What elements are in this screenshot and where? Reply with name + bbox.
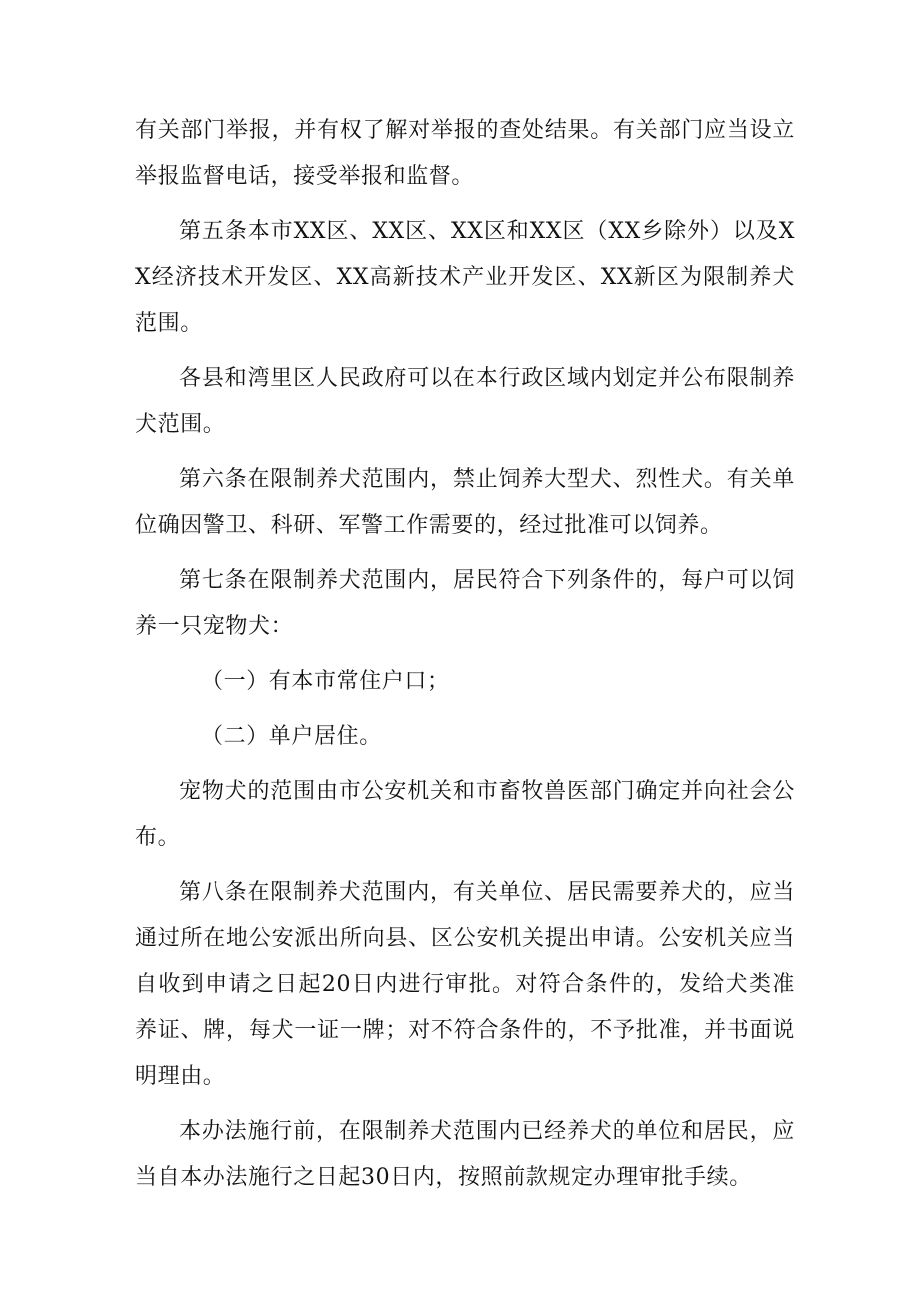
paragraph-county-scope: 各县和湾里区人民政府可以在本行政区域内划定并公布限制养犬范围。 xyxy=(135,366,795,437)
paragraph-pet-dog-scope: 宠物犬的范围由市公安机关和市畜牧兽医部门确定并向社会公布。 xyxy=(135,779,795,850)
document-body xyxy=(135,108,795,1210)
list-item-condition-1: （一）有本市常住户口； xyxy=(201,669,450,694)
paragraph-reporting: 有关部门举报，并有权了解对举报的查处结果。有关部门应当设立举报监督电话，接受举报和监督。 xyxy=(135,118,795,189)
paragraph-transition: 本办法施行前，在限制养犬范围内已经养犬的单位和居民，应当自本办法施行之日起30日内，按照前款规定办理审批手续。 xyxy=(135,1119,795,1190)
paragraph-article-8: 第八条在限制养犬范围内，有关单位、居民需要养犬的，应当通过所在地公安派出所向县、区公安机关提出申请。公安机关应当自收到申请之日起20日内进行审批。对符合条件的，发给犬类准养证、牌，每犬一证一牌；对不符合条件的，不予批准，并书面说明理由。 xyxy=(135,880,795,1089)
paragraph-article-5: 第五条本市XX区、XX区、XX区和XX区（XX乡除外）以及XX经济技术开发区、XX高新技术产业开发区、XX新区为限制养犬范围。 xyxy=(135,219,795,336)
list-item-condition-2: （二）单户居住。 xyxy=(201,724,382,749)
paragraph-article-6: 第六条在限制养犬范围内，禁止饲养大型犬、烈性犬。有关单位确因警卫、科研、军警工作需要的，经过批准可以饲养。 xyxy=(135,467,795,538)
paragraph-article-7: 第七条在限制养犬范围内，居民符合下列条件的，每户可以饲养一只宠物犬： xyxy=(135,568,795,639)
